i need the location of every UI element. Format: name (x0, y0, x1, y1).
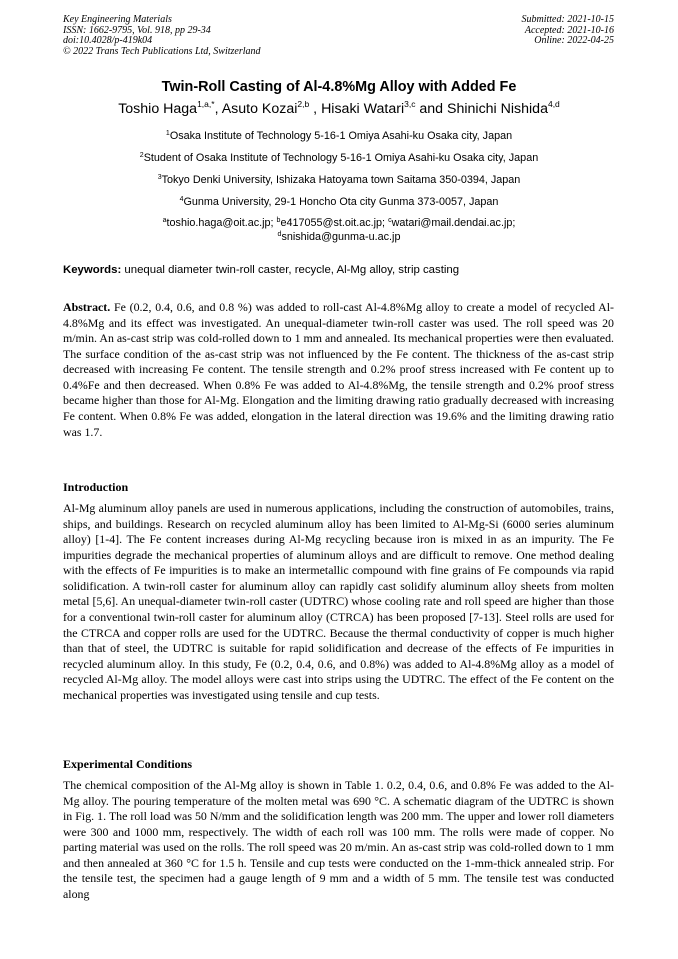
email-address: toshio.haga@oit.ac.jp; (166, 217, 277, 229)
author-separator: , (309, 101, 322, 117)
affiliation-mark: 3 (157, 174, 162, 181)
journal-copyright: © 2022 Trans Tech Publications Ltd, Switzerland (63, 45, 261, 57)
email-mark: b (276, 217, 281, 224)
affiliation-text: Tokyo Denki University, Ishizaka Hatoyama town Saitama 350-0394, Japan (161, 174, 521, 186)
paper-title: Twin-Roll Casting of Al-4.8%Mg Alloy with Added Fe (161, 79, 517, 95)
author-affiliation-mark: 1,a,* (197, 99, 215, 109)
author-name: Asuto Kozai (221, 101, 298, 117)
affiliation-mark: 1 (165, 130, 170, 137)
affiliation-1 (0, 130, 678, 142)
date-header (522, 15, 615, 47)
email-mark: d (277, 231, 282, 238)
affiliation-4 (0, 196, 678, 208)
email-mark: a (162, 217, 167, 224)
author-affiliation-mark: 4,d (547, 99, 560, 109)
affiliation-mark: 2 (139, 152, 144, 159)
email-address: watari@mail.dendai.ac.jp; (391, 217, 516, 229)
journal-doi: doi:10.4028/p-419k04 (63, 35, 153, 47)
author-affiliation-mark: 2,b (297, 99, 310, 109)
author-name: Hisaki Watari (321, 101, 405, 117)
journal-name: Key Engineering Materials (63, 14, 172, 25)
journal-header (63, 15, 261, 57)
email-address: snishida@gunma-u.ac.jp (281, 231, 401, 243)
introduction-heading: Introduction (63, 480, 129, 494)
email-mark: c (388, 217, 392, 224)
email-address: e417055@st.oit.ac.jp; (280, 217, 389, 229)
journal-issn: ISSN: 1662-9795, Vol. 918, pp 29-34 (63, 24, 211, 36)
keywords-label: Keywords: (63, 264, 122, 276)
author-name: Shinichi Nishida (447, 101, 548, 117)
experimental-text: The chemical composition of the Al-Mg alloy is shown in Table 1. 0.2, 0.4, 0.6, and 0.8% Fe was added to the Al-Mg alloy. The pouring temperature of the molten metal was 690 °C. A schematic diagram of the UDTRC is shown in Fig. 1. The roll load was 50 N/mm and the solidification length was 200 mm. The upper and lower roll diameters were 300 and 1000 mm, respectively. The width of each roll was 100 mm. The rolls were made of copper. No parting material was used on the rolls. The roll speed was 20 m/min. An as-cast strip was cold-rolled down to 1 mm and then annealed at 360 °C for 1.5 h. Tensile and cup tests were conducted on the 1-mm-thick annealed strip. For the tensile test, the specimen had a gauge length of 9 mm and a width of 5 mm. The tensile test was conducted along (63, 778, 614, 902)
affiliation-text: Student of Osaka Institute of Technology 5-16-1 Omiya Asahi-ku Osaka city, Japan (143, 152, 539, 164)
author-separator: , (214, 101, 222, 117)
affiliation-3 (0, 174, 678, 186)
email-line-1 (0, 217, 678, 229)
affiliation-mark: 4 (179, 196, 184, 203)
affiliation-text: Gunma University, 29-1 Honcho Ota city Gunma 373-0057, Japan (183, 196, 499, 208)
affiliation-text: Osaka Institute of Technology 5-16-1 Omiya Asahi-ku Osaka city, Japan (169, 130, 513, 142)
submitted-date: Submitted: 2021-10-15 (521, 14, 614, 25)
author-affiliation-mark: 3,c (404, 99, 416, 109)
author-name: Toshio Haga (118, 101, 198, 117)
author-list (0, 101, 678, 117)
author-separator: and (415, 101, 448, 117)
abstract-label: Abstract. (63, 300, 111, 314)
keywords-text: unequal diameter twin-roll caster, recycle, Al-Mg alloy, strip casting (121, 264, 460, 276)
abstract (63, 300, 614, 440)
experimental-heading: Experimental Conditions (63, 757, 193, 771)
accepted-date: Accepted: 2021-10-16 (524, 24, 614, 36)
keywords (63, 264, 615, 276)
abstract-text: Fe (0.2, 0.4, 0.6, and 0.8 %) was added to roll-cast Al-4.8%Mg alloy to create a model of recycled Al-4.8%Mg and its effect was investigated. An unequal-diameter twin-roll caster was used. The roll speed was 20 m/min. An as-cast strip was cold-rolled down to 1 mm and annealed. Its mechanical properties were then evaluated. The surface condition of the as-cast strip was not influenced by the Fe content. The thickness of the as-cast strip decreased with increasing Fe content. The tensile strength and 0.2% proof stress increased with Fe content up to 0.4%Fe and then decreased. When 0.8% Fe was added to Al-4.8%Mg, the tensile strength and 0.2% proof stress became higher than those for Al-Mg. Elongation and the limiting drawing ratio gradually decreased with increasing Fe content. When 0.8% Fe was added, elongation in the lateral direction was 19.6% and the limiting drawing ratio was 1.7. (63, 300, 614, 439)
affiliation-2 (0, 152, 678, 164)
online-date: Online: 2022-04-25 (534, 35, 614, 47)
email-line-2 (0, 231, 678, 243)
introduction-text: Al-Mg aluminum alloy panels are used in numerous applications, including the construction of automobiles, trains, ships, and buildings. Research on recycled aluminum alloy has been limited to Al-Mg-Si (6000 series aluminum alloy) [1-4]. The Fe content increases during Al-Mg recycling because iron is mixed in as an impurity. The Fe impurities degrade the mechanical properties of aluminum alloys and are difficult to remove. One method dealing with the effects of Fe impurities is to make an intermetallic compound with fine grains of Fe compounds via rapid solidification. A twin-roll caster for aluminum alloy can rapidly cast solidify aluminum alloy sheets from molten metal [5,6]. An unequal-diameter twin-roll caster (UDTRC) whose cooling rate and roll speed are higher than those for a conventional twin-roll caster for aluminum alloy (CTRCA) has been proposed [7-13]. Steel rolls are used for the CTRCA and copper rolls are used for the UDTRC. Because the thermal conductivity of copper is much higher than that of steel, the UDTRC is suitable for rapid solidification and decrease of the effects of Fe impurities in recycled aluminum alloy. In this study, Fe (0.2, 0.4, 0.6, and 0.8%) was added to Al-4.8%Mg alloy as a model of recycled Al-Mg alloy. The model alloys were cast into strips using the UDTRC. The effect of the Fe content on the mechanical properties was investigated using tensile and cup tests. (63, 501, 614, 702)
